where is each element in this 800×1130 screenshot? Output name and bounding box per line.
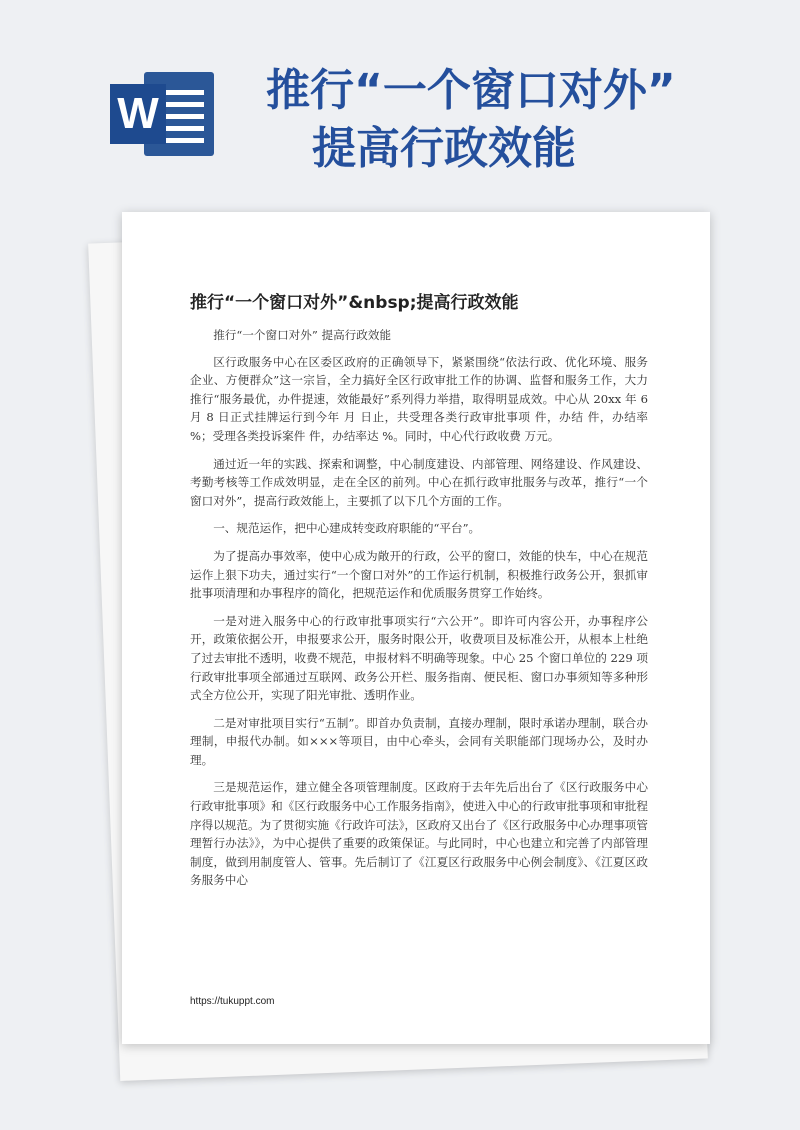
word-letter-w: W <box>110 84 166 144</box>
document-title: 推行“一个窗口对外”&nbsp;提高行政效能 <box>190 293 519 313</box>
paragraph: 一是对进入服务中心的行政审批事项实行“六公开”。即许可内容公开，办事程序公开，政策依据公开，申报要求公开，服务时限公开，收费项目及标准公开，从根本上杜绝了过去审批不透明，收费不规范，申报材料不明确等现象。中心 25 个窗口单位的 229 项行政审批事项全部通过互联网、政务公开栏、服务指南、便民柜、窗口办事须知等多种形式全方位公开，实现了阳光审批、透明作业。 <box>190 613 648 703</box>
paragraph: 区行政服务中心在区委区政府的正确领导下，紧紧围绕“依法行政、优化环境、服务企业、方便群众”这一宗旨，全力搞好全区行政审批工作的协调、监督和服务工作，大力推行“服务最优，办件提速，效能最好”系列得力举措，取得明显成效。中心从 20xx 年 6 月 8 日正式挂牌运行到今年 月 日止，共受理各类行政审批事项 件，办结 件，办结率 %；受理各类投诉案件 件，办结率达 %。同时，中心代行政收费 万元。 <box>190 354 648 443</box>
document-page <box>122 212 710 1044</box>
paragraph: 三是规范运作，建立健全各项管理制度。区政府于去年先后出台了《区行政服务中心行政审批事项》和《区行政服务中心工作服务指南》，使进入中心的行政审批事项和审批程序得以规范。为了贯彻实施《行政许可法》，区政府又出台了《区行政服务中心办理事项管理暂行办法》》，为中心提供了重要的政策保证。与此同时，中心也建立和完善了内部管理制度，做到用制度管人、管事。先后制订了《江夏区行政服务中心例会制度》、《江夏区政务服务中心 <box>190 780 648 888</box>
word-document-icon <box>110 72 214 156</box>
banner-title-line1: 推行“一个窗口对外” <box>266 65 676 116</box>
banner-title-line2: 提高行政效能 <box>312 123 576 174</box>
header-banner <box>0 0 800 200</box>
paragraph: 推行“一个窗口对外” 提高行政效能 <box>213 328 392 342</box>
document-body <box>190 326 648 899</box>
paragraph: 一、规范运作，把中心建成转变政府职能的“平台”。 <box>213 521 481 536</box>
banner-title <box>240 62 780 178</box>
paragraph: 通过近一年的实践、探索和调整，中心制度建设、内部管理、网络建设、作风建设、考勤考核等工作成效明显，走在全区的前列。中心在抓行政审批服务与改革，推行“一个窗口对外”，提高行政效能上，主要抓了以下几个方面的工作。 <box>190 456 648 508</box>
paragraph: 为了提高办事效率，使中心成为敞开的行政，公平的窗口，效能的快车，中心在规范运作上狠下功夫，通过实行“一个窗口对外”的工作运行机制，积极推行政务公开，狠抓审批事项清理和办事程序的简化，把规范运作和优质服务贯穿工作始终。 <box>190 548 648 601</box>
paragraph: 二是对审批项目实行“五制”。即首办负责制，直接办理制，限时承诺办理制，联合办理制，申报代办制。如×××等项目，由中心牵头，会同有关职能部门现场办公，及时办理。 <box>190 715 648 767</box>
footer-url: https://tukuppt.com <box>190 996 275 1007</box>
